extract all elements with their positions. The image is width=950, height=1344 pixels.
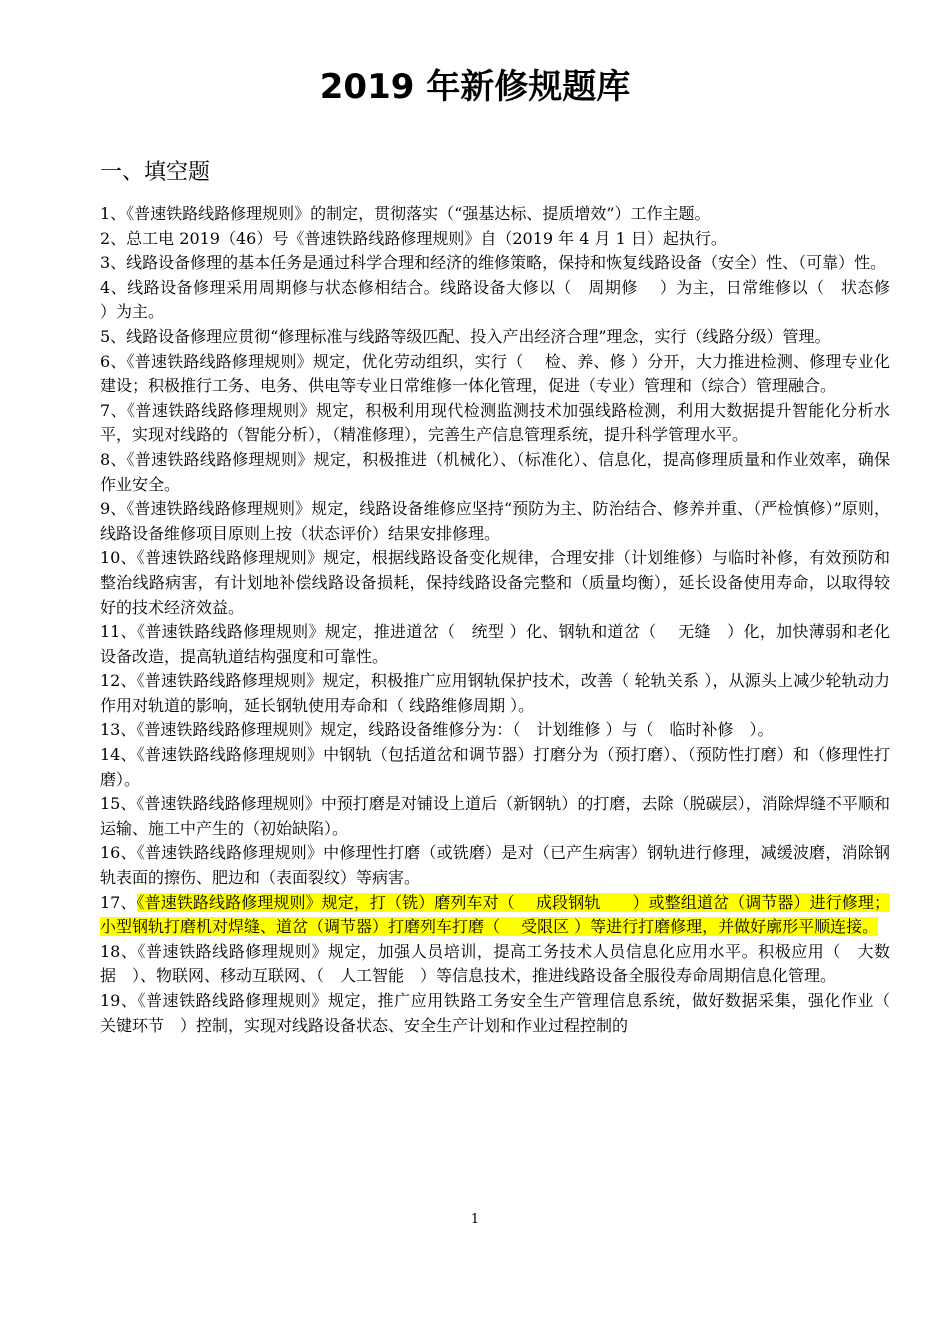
question-item: 14、《普速铁路线路修理规则》中钢轨（包括道岔和调节器）打磨分为（预打磨）、（预防性打磨）和（修理性打磨）。	[100, 745, 890, 789]
question-item: 6、《普速铁路线路修理规则》规定，优化劳动组织，实行（ 检、养、修 ）分开，大力推进检测、修理专业化建设；积极推行工务、电务、供电等专业日常维修一体化管理，促进（专业）管理和（综合）管理融合。	[100, 351, 890, 396]
question-item: 13、《普速铁路线路修理规则》规定，线路设备维修分为：（ 计划维修 ）与（ 临时补修 ）。	[100, 720, 774, 740]
question-list	[100, 202, 912, 1038]
question-item: 4、线路设备修理采用周期修与状态修相结合。线路设备大修以（ 周期修 ）为主，日常维修以（ 状态修 ）为主。	[100, 277, 912, 322]
highlighted-text: 《普速铁路线路修理规则》规定，打（铣）磨列车对（ 成段钢轨 ）或整组道岔（调节器）进行修理；小型钢轨打磨机对焊缝、道岔（调节器）打磨列车打磨（ 受限区 ）等进行打磨修理，并做好廓形平顺连接。	[100, 892, 890, 937]
section-heading: 一、填空题	[100, 160, 211, 185]
question-item: 15、《普速铁路线路修理规则》中预打磨是对铺设上道后（新钢轨）的打磨，去除（脱碳层），消除焊缝不平顺和运输、施工中产生的（初始缺陷）。	[100, 794, 890, 838]
question-item: 12、《普速铁路线路修理规则》规定，积极推广应用钢轨保护技术，改善（ 轮轨关系 ），从源头上减少轮轨动力作用对轨道的影响，延长钢轨使用寿命和（ 线路维修周期 ）。	[100, 671, 890, 715]
question-item: 8、《普速铁路线路修理规则》规定，积极推进（机械化）、（标准化）、信息化，提高修理质量和作业效率，确保作业安全。	[100, 449, 890, 494]
question-number: 17、	[100, 892, 137, 912]
question-item: 11、《普速铁路线路修理规则》规定，推进道岔（ 统型 ）化、钢轨和道岔（ 无缝 ）化，加快薄弱和老化设备改造，提高轨道结构强度和可靠性。	[100, 622, 890, 666]
question-item-highlighted	[100, 891, 890, 940]
document-title: 2019 年新修规题库	[319, 67, 631, 107]
question-item: 9、《普速铁路线路修理规则》规定，线路设备维修应坚持“预防为主、防治结合、修养并重、（严检慎修）”原则，线路设备维修项目原则上按（状态评价）结果安排修理。	[100, 499, 890, 543]
question-item: 7、《普速铁路线路修理规则》规定，积极利用现代检测监测技术加强线路检测，利用大数据提升智能化分析水平，实现对线路的（智能分析），（精准修理），完善生产信息管理系统，提升科学管理水平。	[100, 400, 890, 445]
page-number: 1	[470, 1212, 480, 1227]
question-item: 10、《普速铁路线路修理规则》规定，根据线路设备变化规律，合理安排（计划维修）与临时补修，有效预防和整治线路病害，有计划地补偿线路设备损耗，保持线路设备完整和（质量均衡），延长设备使用寿命，以取得较好的技术经济效益。	[100, 548, 890, 617]
question-item: 2、总工电 2019（46）号《普速铁路线路修理规则》自（2019 年 4 月 1 日）起执行。	[100, 228, 727, 248]
question-item: 19、《普速铁路线路修理规则》规定，推广应用铁路工务安全生产管理信息系统，做好数据采集，强化作业（ 关键环节 ）控制，实现对线路设备状态、安全生产计划和作业过程控制的	[100, 991, 907, 1035]
question-item: 3、线路设备修理的基本任务是通过科学合理和经济的维修策略，保持和恢复线路设备（安全）性、（可靠）性。	[100, 253, 887, 273]
question-item: 18、《普速铁路线路修理规则》规定，加强人员培训，提高工务技术人员信息化应用水平。积极应用（ 大数据 ）、物联网、移动互联网、（ 人工智能 ）等信息技术，推进线路设备全服役寿命周期信息化管理。	[100, 941, 890, 986]
question-item: 5、线路设备修理应贯彻“修理标准与线路等级匹配、投入产出经济合理”理念，实行（线路分级）管理。	[100, 326, 831, 346]
question-item: 1、《普速铁路线路修理规则》的制定，贯彻落实（“强基达标、提质增效”）工作主题。	[100, 204, 711, 223]
question-item: 16、《普速铁路线路修理规则》中修理性打磨（或铣磨）是对（已产生病害）钢轨进行修理，减缓波磨，消除钢轨表面的擦伤、肥边和（表面裂纹）等病害。	[100, 843, 890, 888]
